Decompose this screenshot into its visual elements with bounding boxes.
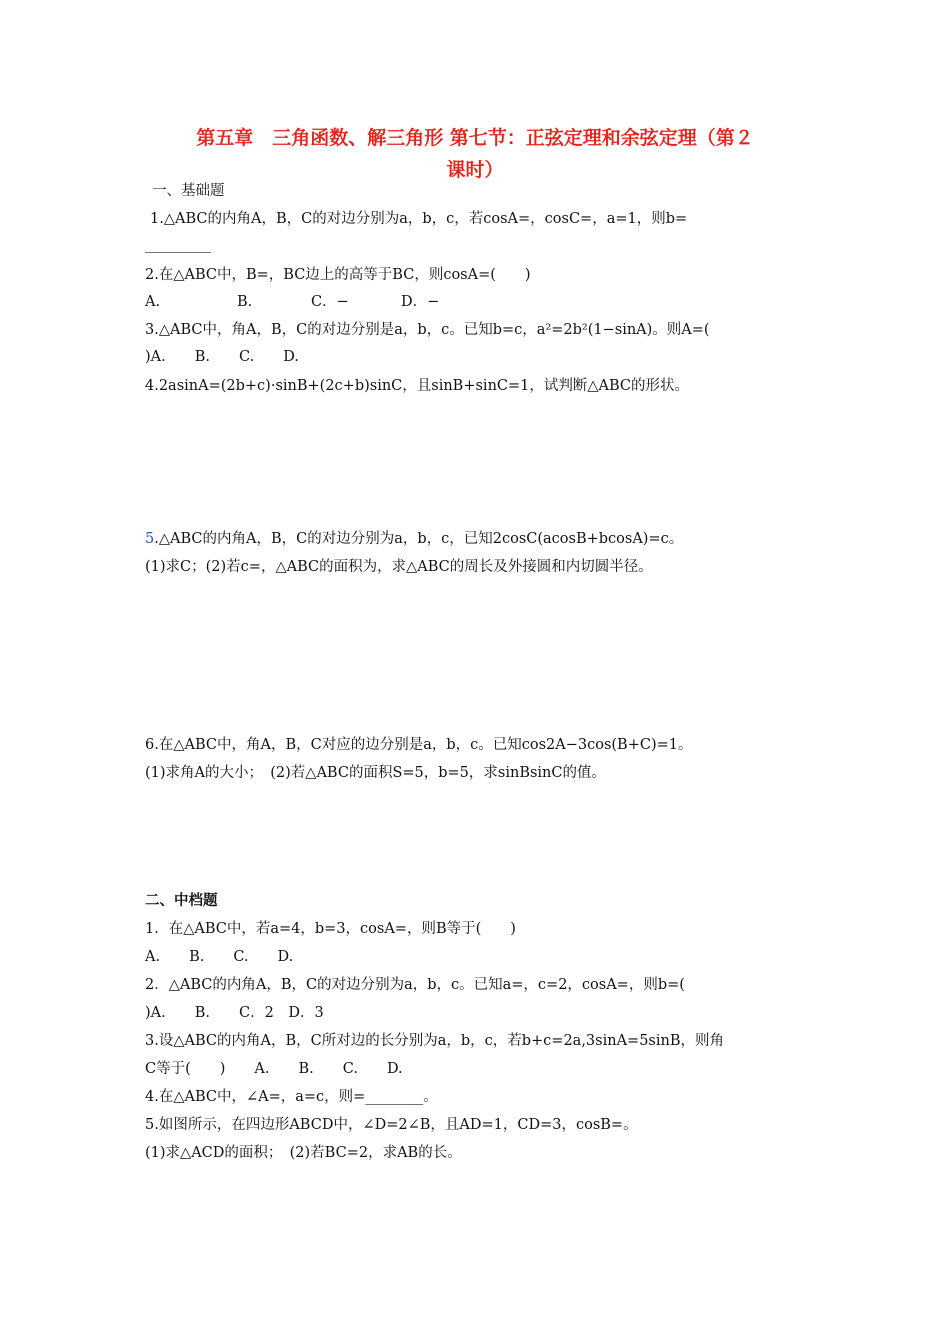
option-c: C．− [311, 294, 349, 310]
question-basic-2: 2.在△ABC中，B=，BC边上的高等于BC，则cosA=( ) [145, 267, 531, 283]
question-basic-6-line-2: (1)求角A的大小； (2)若△ABC的面积S=5，b=5，求sinBsinC的值。 [145, 765, 606, 781]
answer-blank [145, 252, 211, 253]
question-basic-4: 4.2asinA=(2b+c)·sinB+(2c+b)sinC，且sinB+sinC=1，试判断△ABC的形状。 [145, 378, 690, 394]
question-basic-1: 1.△ABC的内角A，B，C的对边分别为a，b，c，若cosA=，cosC=，a=1，则b= [150, 211, 688, 227]
question-mid-5-line-1: 5.如图所示，在四边形ABCD中，∠D=2∠B，且AD=1，CD=3，cosB=。 [145, 1117, 638, 1133]
option-a: A. [145, 294, 161, 310]
question-mid-4: 4.在△ABC中，∠A=，a=c，则=________。 [145, 1089, 438, 1105]
question-mid-2-line-2: )A. B. C．2 D．3 [145, 1005, 324, 1021]
question-basic-5-line-1 [145, 529, 683, 549]
page-title [120, 122, 830, 186]
question-mid-3-line-2: C等于( ) A. B. C. D. [145, 1061, 403, 1077]
question-basic-5-text: .△ABC的内角A，B，C的对边分别为a，b，c，已知2cosC(acosB+bcosA)=c。 [154, 531, 684, 547]
option-b: B. [237, 294, 253, 310]
section-heading-intermediate: 二、中档题 [145, 892, 218, 909]
option-d: D．− [401, 294, 440, 310]
question-mid-1: 1．在△ABC中，若a=4，b=3，cosA=，则B等于( ) [145, 921, 516, 937]
title-line-1: 第五章 三角函数、解三角形 第七节：正弦定理和余弦定理（第２ [196, 127, 754, 149]
question-basic-6-line-1: 6.在△ABC中，角A，B，C对应的边分别是a，b，c。已知cos2A−3cos(B+C)=1。 [145, 737, 693, 753]
title-line-2: 课时） [446, 159, 504, 181]
question-mid-2-line-1: 2．△ABC的内角A，B，C的对边分别为a，b，c。已知a=，c=2，cosA=，则b=( [145, 977, 685, 993]
question-basic-3-line-1: 3.△ABC中，角A，B，C的对边分别是a，b，c。已知b=c，a²=2b²(1−sinA)。则A=( [145, 322, 710, 338]
question-basic-3-line-2: )A. B. C. D. [145, 349, 299, 365]
question-basic-5-line-2: (1)求C；(2)若c=，△ABC的面积为，求△ABC的周长及外接圆和内切圆半径。 [145, 559, 653, 575]
question-mid-3-line-1: 3.设△ABC的内角A，B，C所对边的长分别为a，b，c，若b+c=2a,3sinA=5sinB，则角 [145, 1033, 724, 1049]
question-mid-5-line-2: (1)求△ACD的面积； (2)若BC=2，求AB的长。 [145, 1145, 462, 1161]
question-number-5: 5 [145, 531, 155, 547]
question-mid-1-options: A. B. C. D. [145, 949, 294, 965]
section-heading-basic: 一、基础题 [152, 183, 225, 199]
